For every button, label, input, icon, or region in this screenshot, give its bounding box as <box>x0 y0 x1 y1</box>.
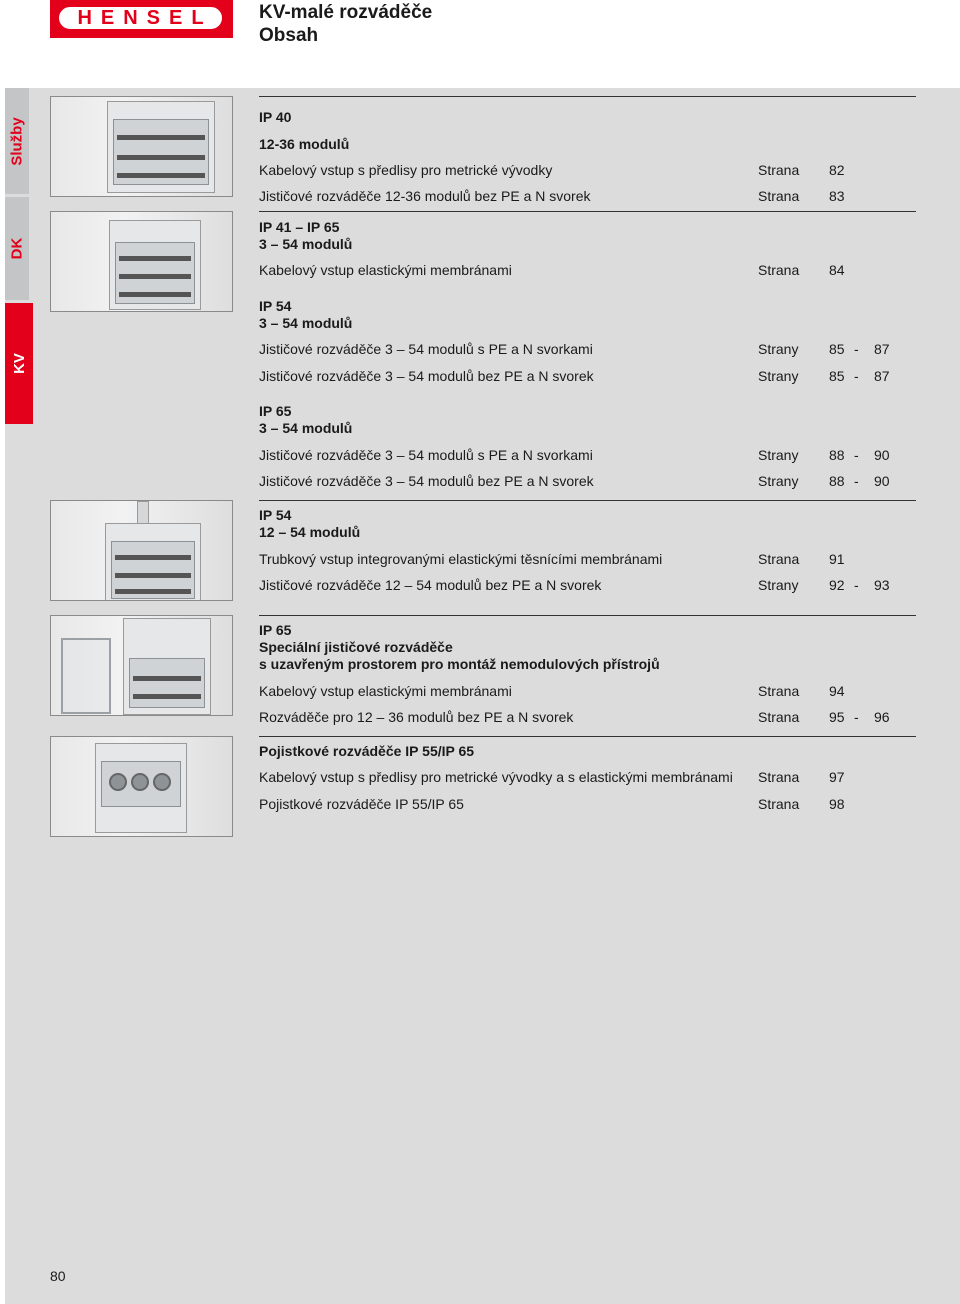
product-photo-ip65-special <box>50 615 233 716</box>
section-subheading: 3 – 54 modulů <box>259 420 353 436</box>
toc-entry-label: Strana <box>758 551 800 567</box>
section-subheading: 3 – 54 modulů <box>259 315 353 331</box>
toc-entry-label: Strany <box>758 447 799 463</box>
toc-entry-desc: Kabelový vstup s předlisy pro metrické vývodky a s elastickými membránami <box>259 769 733 785</box>
page-title: KV-malé rozváděče <box>259 2 433 23</box>
tab-kv[interactable] <box>5 303 33 424</box>
toc-entry-label: Strana <box>758 188 800 204</box>
section-divider <box>259 500 916 501</box>
toc-entry-page: 94 <box>829 683 845 699</box>
toc-entry-page-from: 88 <box>829 473 845 489</box>
section-subheading: 12 – 54 modulů <box>259 524 361 540</box>
toc-range-dash: - <box>854 473 859 489</box>
toc-entry-label: Strana <box>758 162 800 178</box>
tab-sluzby[interactable] <box>5 88 29 194</box>
toc-entry-label: Strana <box>758 709 800 725</box>
hensel-logo <box>50 0 233 38</box>
logo-text: HENSEL <box>77 7 213 29</box>
toc-range-dash: - <box>854 709 859 725</box>
section-heading: Pojistkové rozváděče IP 55/IP 65 <box>259 743 475 759</box>
toc-entry-desc: Kabelový vstup elastickými membránami <box>259 683 512 699</box>
toc-entry-page: 91 <box>829 551 845 567</box>
toc-entry-page-to: 87 <box>874 368 890 384</box>
toc-entry-page: 98 <box>829 796 845 812</box>
section-heading: IP 65 <box>259 403 292 419</box>
toc-range-dash: - <box>854 341 859 357</box>
section-heading: IP 54 <box>259 298 292 314</box>
section-divider <box>259 211 916 212</box>
toc-entry-desc: Kabelový vstup s předlisy pro metrické vývodky <box>259 162 553 178</box>
side-tabs <box>5 88 33 424</box>
toc-range-dash: - <box>854 368 859 384</box>
toc-range-dash: - <box>854 577 859 593</box>
page-subtitle: Obsah <box>259 25 319 46</box>
toc-entry-page-to: 90 <box>874 447 890 463</box>
toc-entry-desc: Pojistkové rozváděče IP 55/IP 65 <box>259 796 464 812</box>
toc-entry-desc: Rozváděče pro 12 – 36 modulů bez PE a N svorek <box>259 709 574 725</box>
toc-entry-desc: Jističové rozváděče 3 – 54 modulů bez PE a N svorek <box>259 473 594 489</box>
tab-label: Služby <box>8 116 26 166</box>
product-photo-fuse-board <box>50 736 233 837</box>
tab-dk[interactable] <box>5 197 29 300</box>
toc-entry-desc: Trubkový vstup integrovanými elastickými těsnícími membránami <box>259 551 663 567</box>
section-subheading: 12-36 modulů <box>259 136 350 152</box>
toc-entry-label: Strany <box>758 368 799 384</box>
toc-entry-page-to: 93 <box>874 577 890 593</box>
toc-entry-page-to: 90 <box>874 473 890 489</box>
product-photo-ip41-ip65 <box>50 211 233 312</box>
toc-entry-label: Strana <box>758 769 800 785</box>
toc-entry-page-to: 87 <box>874 341 890 357</box>
section-subheading-line2: s uzavřeným prostorem pro montáž nemodulových přístrojů <box>259 656 660 672</box>
toc-entry-label: Strany <box>758 577 799 593</box>
page-number: 80 <box>50 1268 66 1284</box>
section-heading: IP 54 <box>259 507 292 523</box>
section-subheading: 3 – 54 modulů <box>259 236 353 252</box>
toc-entry-page-from: 88 <box>829 447 845 463</box>
section-subheading: Speciální jističové rozváděče <box>259 639 453 655</box>
toc-entry-page: 84 <box>829 262 845 278</box>
toc-entry-label: Strana <box>758 683 800 699</box>
toc-entry-desc: Jističové rozváděče 3 – 54 modulů s PE a N svorkami <box>259 447 593 463</box>
toc-entry-desc: Jističové rozváděče 3 – 54 modulů bez PE a N svorek <box>259 368 594 384</box>
tab-label: DK <box>8 237 26 260</box>
section-divider <box>259 615 916 616</box>
toc-range-dash: - <box>854 447 859 463</box>
tab-label: KV <box>10 353 28 374</box>
section-heading: IP 40 <box>259 109 292 125</box>
toc-entry-page-from: 92 <box>829 577 845 593</box>
section-divider <box>259 96 916 97</box>
section-divider <box>259 736 916 737</box>
toc-entry-page: 83 <box>829 188 845 204</box>
toc-entry-desc: Jističové rozváděče 12 – 54 modulů bez PE a N svorek <box>259 577 602 593</box>
toc-entry-desc: Kabelový vstup elastickými membránami <box>259 262 512 278</box>
toc-entry-page-from: 95 <box>829 709 845 725</box>
toc-entry-label: Strana <box>758 796 800 812</box>
toc-entry-desc: Jističové rozváděče 3 – 54 modulů s PE a N svorkami <box>259 341 593 357</box>
toc-entry-page: 97 <box>829 769 845 785</box>
toc-entry-label: Strany <box>758 473 799 489</box>
toc-entry-label: Strany <box>758 341 799 357</box>
section-heading: IP 41 – IP 65 <box>259 219 340 235</box>
toc-entry-page-from: 85 <box>829 368 845 384</box>
product-photo-ip54-tube-entry <box>50 500 233 601</box>
toc-entry-desc: Jističové rozváděče 12-36 modulů bez PE a N svorek <box>259 188 591 204</box>
toc-entry-page: 82 <box>829 162 845 178</box>
toc-entry-page-from: 85 <box>829 341 845 357</box>
toc-entry-label: Strana <box>758 262 800 278</box>
page-header <box>0 0 960 88</box>
product-photo-ip40 <box>50 96 233 197</box>
section-heading: IP 65 <box>259 622 292 638</box>
toc-entry-page-to: 96 <box>874 709 890 725</box>
